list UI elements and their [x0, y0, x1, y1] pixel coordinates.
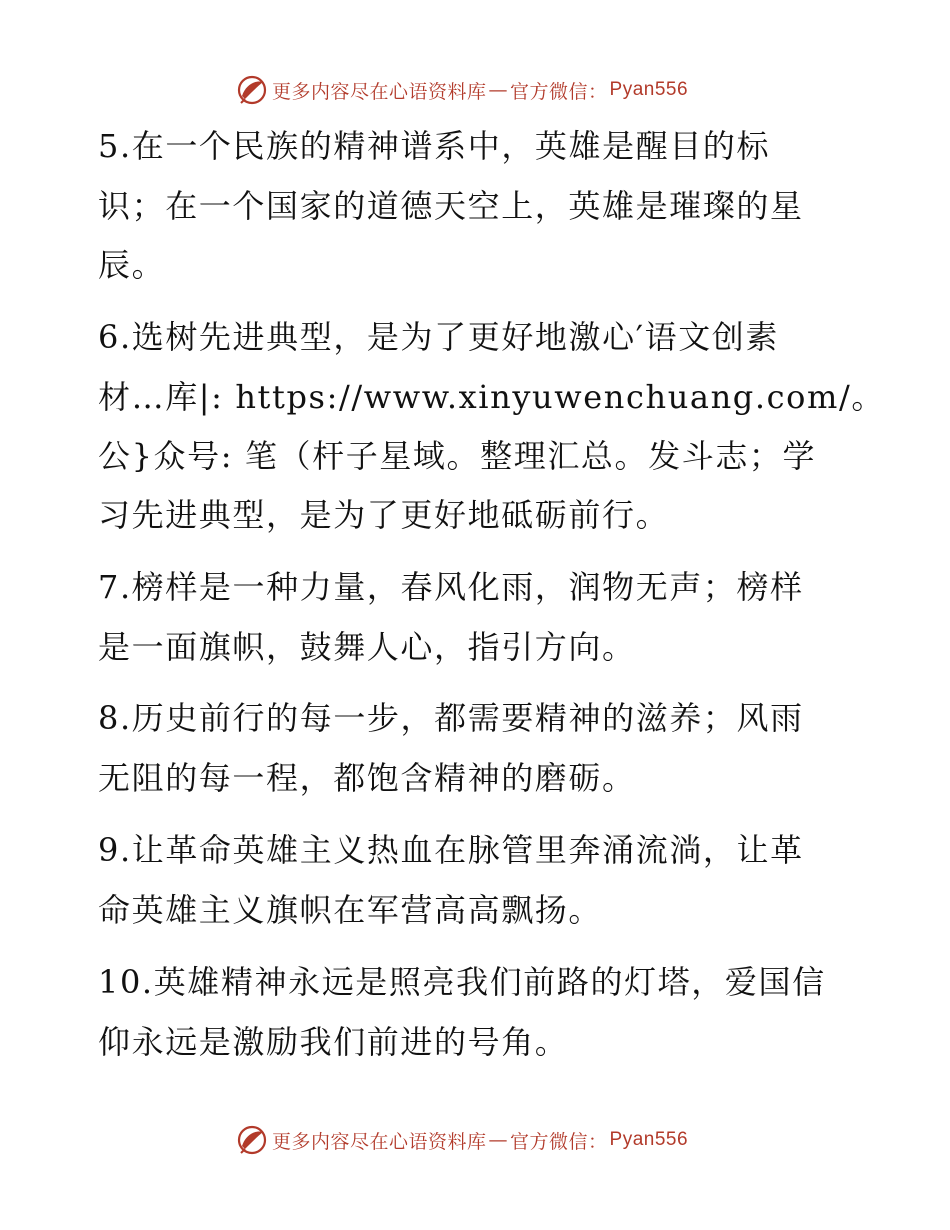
pen-nib-logo-icon [236, 1124, 268, 1156]
text-line: 辰。 [98, 246, 166, 284]
banner-dash: — [488, 79, 509, 101]
text-line: 6.选树先进典型，是为了更好地激心′语文创素 [98, 318, 779, 356]
banner-dash: — [488, 1129, 509, 1151]
text-line: 习先进典型，是为了更好地砥砺前行。 [98, 496, 670, 534]
banner-wechat-id: Pyan556 [609, 1129, 689, 1150]
banner-text: 更多内容尽在心语资料库 [272, 1130, 487, 1153]
header-banner [236, 72, 688, 108]
text-line: 无阻的每一程，都饱含精神的磨砺。 [98, 759, 636, 797]
text-line: 5.在一个民族的精神谱系中，英雄是醒目的标 [98, 127, 771, 165]
text-line: 材…库|: https://www.xinyuwenchuang.com/。 [98, 378, 885, 416]
banner-wechat-label: 官方微信： [510, 80, 608, 103]
text-line: 8.历史前行的每一步，都需要精神的滋养；风雨 [98, 699, 804, 737]
text-line: 仰永远是激励我们前进的号角。 [98, 1023, 569, 1061]
text-line: 识；在一个国家的道德天空上，英雄是璀璨的星 [98, 187, 804, 225]
text-line: 公}众号: 笔（杆子星域。整理汇总。发斗志；学 [98, 437, 817, 475]
text-line: 10.英雄精神永远是照亮我们前路的灯塔，爱国信 [98, 963, 826, 1001]
text-line: 是一面旗帜，鼓舞人心，指引方向。 [98, 628, 636, 666]
text-line: 7.榜样是一种力量，春风化雨，润物无声；榜样 [98, 568, 804, 606]
text-line: 9.让革命英雄主义热血在脉管里奔涌流淌，让革 [98, 831, 804, 869]
banner-text: 更多内容尽在心语资料库 [272, 80, 487, 103]
text-line: 命英雄主义旗帜在军营高高飘扬。 [98, 891, 603, 929]
banner-wechat-id: Pyan556 [609, 79, 689, 100]
banner-wechat-label: 官方微信： [510, 1130, 608, 1153]
footer-banner [236, 1122, 688, 1158]
pen-nib-logo-icon [236, 74, 268, 106]
